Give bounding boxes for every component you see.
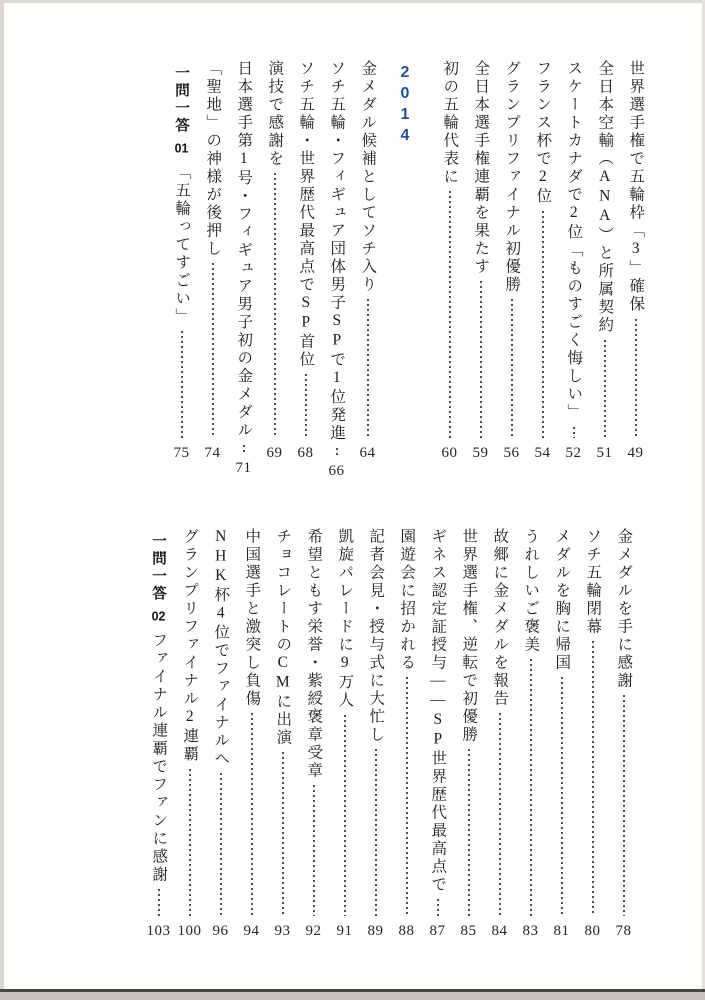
toc-entry-title: グランプリファイナル2連覇 [181, 528, 199, 764]
qa-label: 一問一答 [173, 65, 189, 135]
toc-entry-title: メダルを胸に帰国 [553, 528, 571, 672]
toc-entry-title: ソチ五輪閉幕 [584, 528, 602, 636]
dotted-leader [375, 749, 377, 916]
toc-entry [331, 528, 358, 940]
toc-entry-title: うれしいご褒美 [522, 528, 540, 654]
toc-entry [261, 60, 288, 462]
toc-entry [362, 528, 389, 940]
toc-entry-title: NHK杯4位でファイナルへ [212, 528, 230, 768]
page-edge-bottom-strip [0, 992, 705, 1000]
toc-entry-qa [145, 528, 172, 940]
page-number: 78 [615, 923, 632, 939]
dotted-leader [336, 448, 338, 456]
toc-entry [486, 528, 513, 940]
toc-entry-title: 記者会見・授与式に大忙し [367, 528, 385, 744]
toc-entry-title: チョコレートのCMに出演 [274, 528, 292, 747]
page-number: 51 [596, 445, 613, 461]
toc-section-bottom [141, 528, 641, 940]
dotted-leader [437, 899, 439, 916]
toc-entry-title: グランプリファイナル初優勝 [503, 60, 521, 294]
dotted-leader [220, 773, 222, 916]
toc-entry-title: 故郷に金メダルを報告 [491, 528, 509, 708]
dotted-leader [181, 331, 183, 439]
toc-entry [238, 528, 265, 940]
toc-entry [548, 528, 575, 940]
page-number: 64 [359, 445, 376, 461]
toc-entry-title: ファイナル連覇でファンに感謝 [150, 631, 168, 884]
page-number: 100 [177, 923, 202, 939]
dotted-leader [344, 715, 346, 917]
page-number: 84 [491, 923, 508, 939]
toc-entry-title: 希望ともす栄誉・紫綬褒章受章 [305, 528, 323, 780]
page-number: 59 [472, 445, 489, 461]
toc-entry-title: フランス杯で2位 [534, 60, 552, 206]
toc-entry-title: 中国選手と激突し負傷 [243, 528, 261, 708]
page-number: 87 [429, 923, 446, 939]
page-number: 68 [297, 445, 314, 461]
page-number: 60 [441, 445, 458, 461]
toc-entry-title: 全日本空輸（ANA）と所属契約 [596, 60, 614, 335]
dotted-leader [635, 319, 637, 439]
toc-entry [436, 60, 463, 462]
toc-entry [300, 528, 327, 940]
page-number: 71 [235, 459, 252, 476]
toc-entry-title: 園遊会に招かれる [398, 528, 416, 672]
dotted-leader [530, 659, 532, 916]
dotted-leader [406, 677, 408, 916]
page-number: 66 [328, 462, 345, 479]
dotted-leader [468, 749, 470, 916]
dotted-leader [561, 677, 563, 916]
toc-entry [292, 60, 319, 462]
dotted-leader [274, 173, 276, 438]
dotted-leader [313, 785, 315, 916]
year-heading-label: 2014 [396, 64, 414, 148]
toc-entry [207, 528, 234, 940]
page-number: 96 [212, 923, 229, 939]
toc-entry [230, 60, 257, 476]
page-number: 56 [503, 445, 520, 461]
toc-entry-title: 金メダル候補としてソチ入り [359, 60, 377, 294]
toc-entry-title: 金メダルを手に感謝 [615, 528, 633, 690]
page-number: 85 [460, 923, 477, 939]
qa-number: 01 [174, 142, 189, 155]
toc-entry-title: 初の五輪代表に [441, 60, 459, 186]
dotted-leader [604, 340, 606, 439]
dotted-leader [449, 191, 451, 438]
dotted-leader [573, 427, 575, 439]
page-number: 88 [398, 923, 415, 939]
toc-entry [176, 528, 203, 940]
toc-entry-title: 日本選手第1号・フィギュア男子初の金メダル [235, 60, 253, 440]
toc-entry [393, 528, 420, 940]
toc-entry [498, 60, 525, 462]
toc-entry-title: 世界選手権、逆転で初優勝 [460, 528, 478, 744]
dotted-leader [158, 889, 160, 917]
qa-number: 02 [151, 610, 166, 623]
toc-entry [517, 528, 544, 940]
toc-entry [467, 60, 494, 462]
page-edge-left [0, 0, 4, 1000]
dotted-leader [251, 713, 253, 916]
toc-entry [560, 60, 587, 462]
toc-entry-title: 全日本選手権連覇を果たす [472, 60, 490, 276]
page-number: 80 [584, 923, 601, 939]
toc-entry-title: 「聖地」の神様が後押し [204, 60, 222, 258]
dotted-leader [305, 374, 307, 438]
page-number: 74 [204, 445, 221, 461]
toc-entry [591, 60, 618, 462]
toc-entry-title: ソチ五輪・フィギュア団体男子SPで1位発進 [328, 60, 346, 443]
toc-entry-title: 世界選手権で五輪枠「3」確保 [627, 60, 645, 314]
toc-entry [455, 528, 482, 940]
page-number: 75 [173, 445, 190, 461]
qa-label: 一問一答 [150, 533, 166, 603]
dotted-leader [243, 445, 245, 453]
dotted-leader [189, 769, 191, 917]
page-number: 49 [627, 445, 644, 461]
toc-entry-title: ギネス認定証授与——SP世界歴代最高点で [429, 528, 447, 894]
toc-entry [610, 528, 637, 940]
page-number: 89 [367, 923, 384, 939]
dotted-leader [511, 299, 513, 438]
dotted-leader [592, 641, 594, 916]
toc-entry-title: スケートカナダで2位「ものすごく悔しい」 [565, 60, 583, 422]
page-number: 81 [553, 923, 570, 939]
toc-section-top [164, 60, 653, 479]
dotted-leader [480, 281, 482, 438]
dotted-leader [623, 695, 625, 916]
dotted-leader [542, 211, 544, 439]
toc-entry-title: 凱旋パレードに9万人 [336, 528, 354, 710]
page-number: 54 [534, 445, 551, 461]
toc-entry [622, 60, 649, 462]
page-number: 52 [565, 445, 582, 461]
page-edge-top [0, 0, 705, 3]
toc-entry [199, 60, 226, 462]
page-number: 83 [522, 923, 539, 939]
dotted-leader [499, 713, 501, 916]
page-number: 94 [243, 923, 260, 939]
toc-entry-qa [168, 60, 195, 462]
toc-entry [579, 528, 606, 940]
toc-entry-title: 演技で感謝を [266, 60, 284, 168]
page-number: 91 [336, 923, 353, 939]
year-heading [391, 60, 418, 462]
page-number: 93 [274, 923, 291, 939]
toc-entry [269, 528, 296, 940]
page-number: 103 [146, 923, 171, 939]
page-number: 92 [305, 923, 322, 939]
dotted-leader [367, 299, 369, 438]
toc-entry [323, 60, 350, 479]
toc-entry [354, 60, 381, 462]
page-number: 69 [266, 445, 283, 461]
toc-entry [529, 60, 556, 462]
toc-entry-title: 「五輪ってすごい」 [173, 163, 191, 326]
dotted-leader [282, 752, 284, 916]
toc-entry-title: ソチ五輪・世界歴代最高点でSP首位 [297, 60, 315, 369]
toc-entry [424, 528, 451, 940]
dotted-leader [212, 263, 214, 438]
